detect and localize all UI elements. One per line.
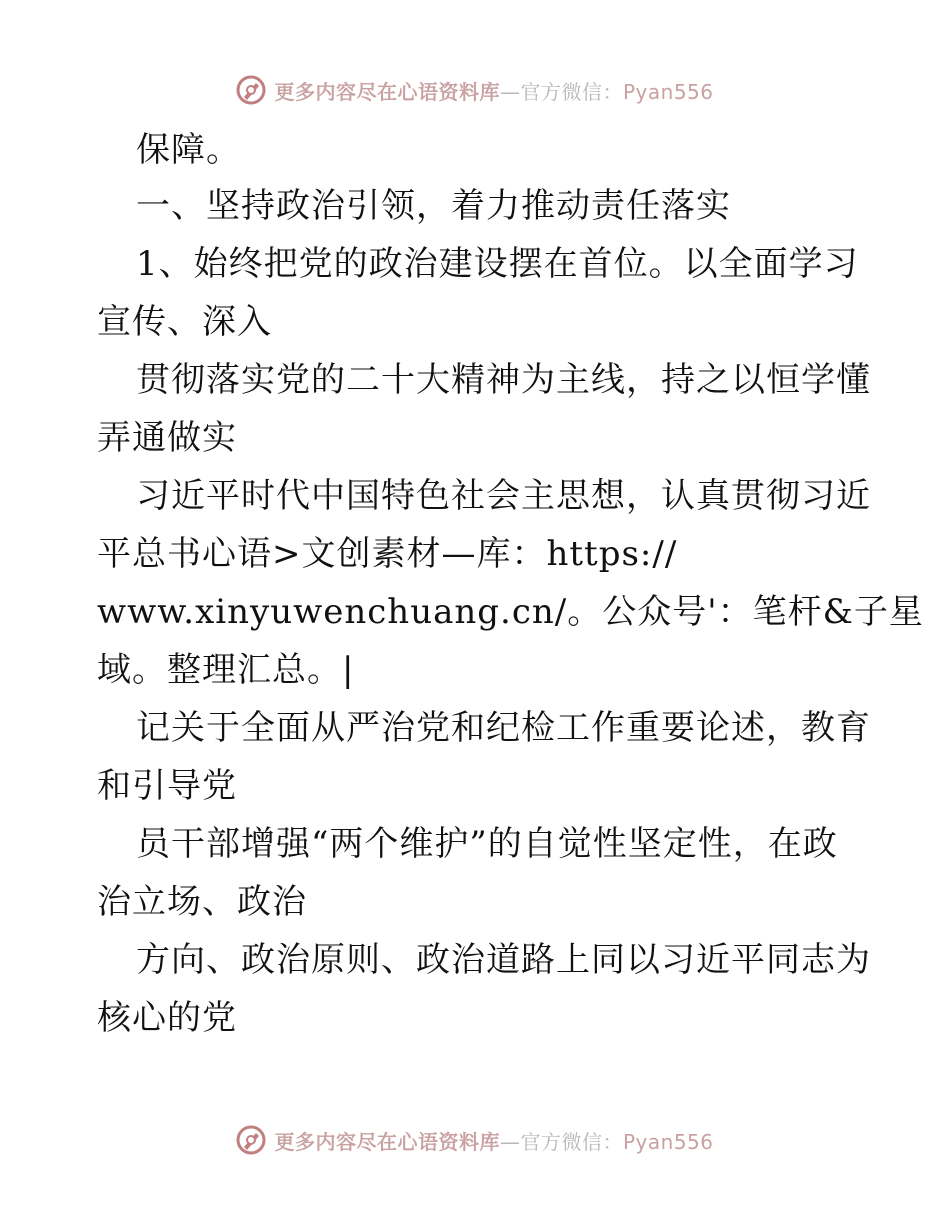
text-line-14: 治立场、政治 — [97, 882, 307, 922]
text-line-13: 员干部增强“两个维护”的自觉性坚定性，在政 — [136, 824, 838, 864]
pen-seal-logo-icon — [236, 75, 266, 105]
text-line-9: www.xinyuwenchuang.cn/。公众号'：笔杆&子星 — [97, 592, 924, 632]
footer-banner-text — [274, 1126, 713, 1155]
text-line-10: 域。整理汇总。| — [97, 650, 355, 690]
footer-wechat-id: Pyan556 — [622, 1129, 714, 1154]
header-banner-text — [274, 76, 713, 105]
text-line-6: 弄通做实 — [97, 418, 237, 458]
text-line-8: 平总书心语>文创素材—库：https:// — [97, 534, 678, 574]
text-line-16: 核心的党 — [97, 998, 237, 1038]
footer-official-label: 官方微信： — [520, 1129, 623, 1154]
section-heading: 一、坚持政治引领，着力推动责任落实 — [136, 186, 731, 226]
header-banner — [0, 70, 950, 110]
text-line-7: 习近平时代中国特色社会主思想，认真贯彻习近 — [136, 476, 871, 516]
text-line-3: 1、始终把党的政治建设摆在首位。以全面学习 — [136, 244, 859, 284]
header-official-label: 官方微信： — [520, 79, 623, 104]
pen-seal-logo-icon — [236, 1125, 266, 1155]
text-line-4: 宣传、深入 — [97, 302, 272, 342]
text-line-12: 和引导党 — [97, 766, 237, 806]
footer-brand-text: 更多内容尽在心语资料库 — [274, 1129, 500, 1154]
header-brand-text: 更多内容尽在心语资料库 — [274, 79, 500, 104]
header-separator: — — [499, 79, 521, 104]
text-line-1: 保障。 — [136, 130, 241, 170]
footer-banner — [0, 1120, 950, 1160]
text-line-15: 方向、政治原则、政治道路上同以习近平同志为 — [136, 940, 871, 980]
footer-separator: — — [499, 1129, 521, 1154]
header-wechat-id: Pyan556 — [622, 79, 714, 104]
text-line-11: 记关于全面从严治党和纪检工作重要论述，教育 — [136, 708, 871, 748]
text-line-5: 贯彻落实党的二十大精神为主线，持之以恒学懂 — [136, 360, 871, 400]
